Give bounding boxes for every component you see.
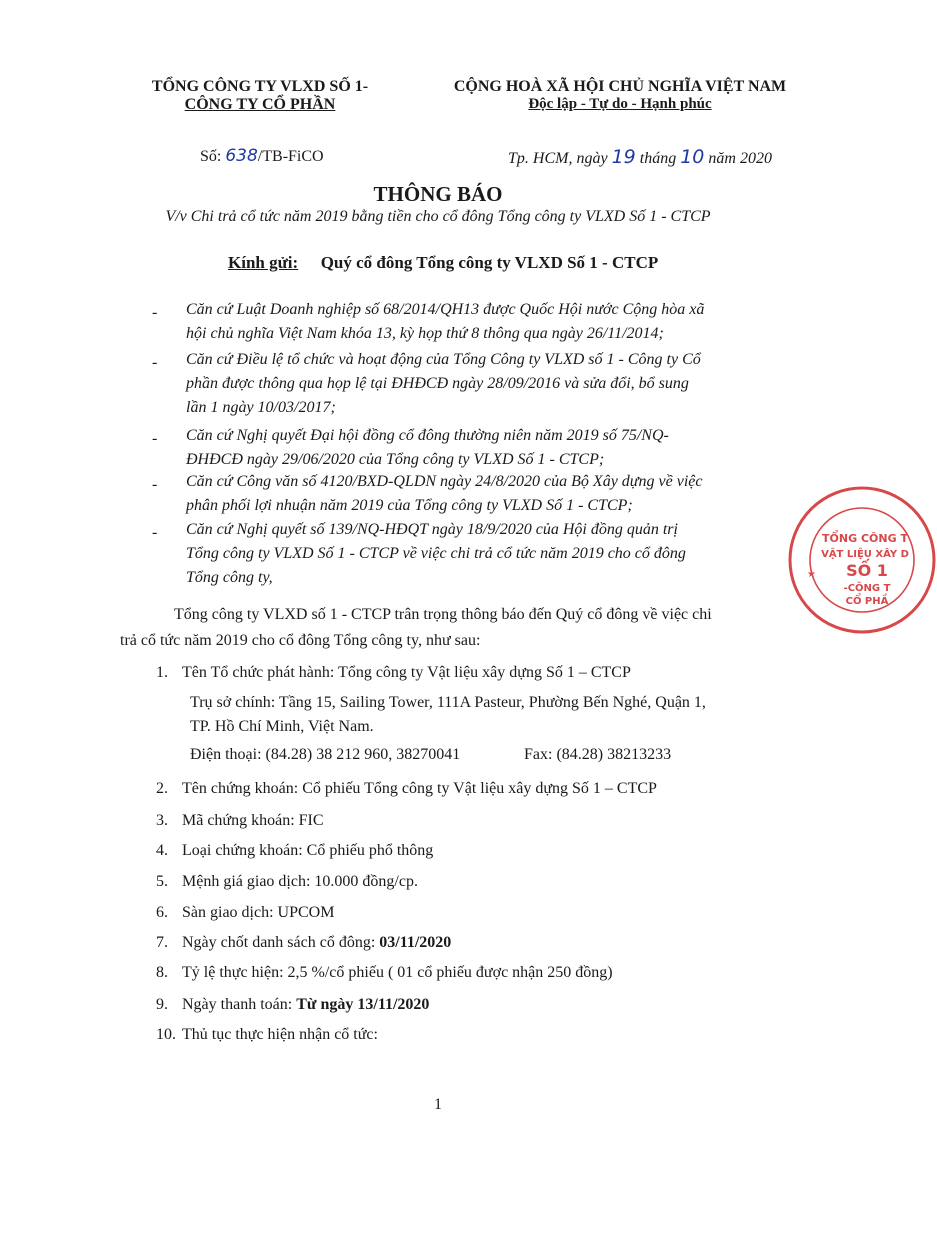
intro-line2: trả cổ tức năm 2019 cho cổ đông Tổng công ty, như sau: xyxy=(120,632,481,649)
item-ratio xyxy=(156,964,613,982)
issuer-fax: Fax: (84.28) 38213233 xyxy=(524,746,672,763)
item-number: 5. xyxy=(156,873,168,890)
item-payment-date xyxy=(156,996,429,1014)
company-name-line2: CÔNG TY CỔ PHẦN xyxy=(184,96,336,113)
item-issuer xyxy=(156,664,631,682)
item-text: Ngày thanh toán: xyxy=(182,996,297,1013)
item-number: 6. xyxy=(156,904,168,921)
item-text: Ngày chốt danh sách cổ đông: xyxy=(182,934,380,951)
item-exchange xyxy=(156,904,334,922)
date-month-handwritten: 10 xyxy=(680,146,705,168)
basis-line: phần được thông qua họp lệ tại ĐHĐCĐ ngày 28/09/2016 và sửa đổi, bổ sung xyxy=(186,375,689,392)
basis-line: hội chủ nghĩa Việt Nam khóa 13, kỳ họp thứ 8 thông qua ngày 26/11/2014; xyxy=(186,325,664,342)
issuer-phone: Điện thoại: (84.28) 38 212 960, 38270041 xyxy=(190,746,461,763)
greeting xyxy=(228,253,658,273)
basis-line: Căn cứ Công văn số 4120/BXD-QLDN ngày 24/8/2020 của Bộ Xây dựng về việc xyxy=(186,473,703,490)
item-text: Mã chứng khoán: FIC xyxy=(182,812,324,829)
seal-star-icon: ★ xyxy=(807,569,816,580)
bullet-dash: - xyxy=(152,524,158,541)
item-record-date xyxy=(156,934,451,952)
item-number: 2. xyxy=(156,780,168,797)
basis-item xyxy=(186,470,776,518)
basis-line: Tổng công ty VLXD Số 1 - CTCP về việc chi trả cổ tức năm 2019 cho cổ đông xyxy=(186,545,686,562)
issuer-address-line2: TP. Hồ Chí Minh, Việt Nam. xyxy=(190,718,374,735)
basis-line: Căn cứ Luật Doanh nghiệp số 68/2014/QH13 được Quốc Hội nước Cộng hòa xã xyxy=(186,301,705,318)
bullet-dash: - xyxy=(152,354,158,371)
doc-number-handwritten: 638 xyxy=(225,146,258,166)
basis-item xyxy=(186,518,776,590)
item-security-name xyxy=(156,780,657,798)
bullet-dash: - xyxy=(152,476,158,493)
seal-outer-ring xyxy=(790,488,934,632)
item-text: Mệnh giá giao dịch: 10.000 đồng/cp. xyxy=(182,873,418,890)
issuer-address-line1: Trụ sở chính: Tầng 15, Sailing Tower, 111A Pasteur, Phường Bến Nghé, Quận 1, xyxy=(190,694,706,711)
item-ticker xyxy=(156,812,324,830)
item-number: 7. xyxy=(156,934,168,951)
document-number xyxy=(200,146,324,166)
item-number: 4. xyxy=(156,842,168,859)
doc-number-prefix: Số: xyxy=(200,148,226,165)
date-day-handwritten: 19 xyxy=(611,146,636,168)
bullet-dash: - xyxy=(152,304,158,321)
seal-text-line5: CỔ PHẦ xyxy=(845,596,889,607)
date-year: năm 2020 xyxy=(704,150,772,167)
record-date-value: 03/11/2020 xyxy=(379,934,452,951)
item-procedure xyxy=(156,1026,378,1044)
item-number: 8. xyxy=(156,964,168,981)
item-text: Thủ tục thực hiện nhận cổ tức: xyxy=(182,1026,378,1043)
basis-line: Căn cứ Điều lệ tổ chức và hoạt động của Tổng Công ty VLXD số 1 - Công ty Cổ xyxy=(186,351,701,368)
basis-line: phân phối lợi nhuận năm 2019 của Tổng công ty VLXD Số 1 - CTCP; xyxy=(186,497,633,514)
doc-number-suffix: /TB-FiCO xyxy=(257,148,324,165)
greeting-label: Kính gửi: xyxy=(228,253,299,272)
national-motto xyxy=(430,78,810,113)
item-text: Tên chứng khoán: Cổ phiếu Tổng công ty Vật liệu xây dựng Số 1 – CTCP xyxy=(182,780,657,797)
seal-text-line3: SỐ 1 xyxy=(846,561,888,580)
item-text: Tỷ lệ thực hiện: 2,5 %/cổ phiếu ( 01 cổ phiếu được nhận 250 đồng) xyxy=(182,964,613,981)
seal-text-line1: TỔNG CÔNG T xyxy=(822,532,908,545)
document-subtitle: V/v Chi trả cổ tức năm 2019 bằng tiền cho cổ đông Tổng công ty VLXD Số 1 - CTCP xyxy=(165,208,711,225)
company-seal xyxy=(787,485,937,635)
basis-line: ĐHĐCĐ ngày 29/06/2020 của Tổng công ty VLXD Số 1 - CTCP; xyxy=(186,451,605,468)
bullet-dash: - xyxy=(152,430,158,447)
country-name: CỘNG HOÀ XÃ HỘI CHỦ NGHĨA VIỆT NAM xyxy=(453,78,787,95)
basis-line: Tổng công ty, xyxy=(186,569,273,586)
item-number: 1. xyxy=(156,664,168,681)
basis-line: lần 1 ngày 10/03/2017; xyxy=(186,399,336,416)
document-date xyxy=(508,146,772,168)
item-text: Sàn giao dịch: UPCOM xyxy=(182,904,335,921)
basis-item xyxy=(186,424,776,472)
seal-text-line2: VẬT LIỆU XÂY D xyxy=(821,549,909,560)
intro-line1: Tổng công ty VLXD số 1 - CTCP trân trọng thông báo đến Quý cổ đông về việc chi xyxy=(174,606,712,623)
seal-text-line4: -CÔNG T xyxy=(843,583,891,594)
greeting-recipient: Quý cổ đông Tổng công ty VLXD Số 1 - CTCP xyxy=(320,253,659,272)
payment-date-value: Từ ngày 13/11/2020 xyxy=(296,996,430,1013)
motto-line: Độc lập - Tự do - Hạnh phúc xyxy=(528,96,712,112)
date-prefix: Tp. HCM, ngày xyxy=(508,150,612,167)
item-text: Loại chứng khoán: Cổ phiếu phổ thông xyxy=(182,842,434,859)
company-name-line1: TỔNG CÔNG TY VLXD SỐ 1- xyxy=(151,78,369,95)
item-security-type xyxy=(156,842,433,860)
item-number: 9. xyxy=(156,996,168,1013)
basis-item xyxy=(186,298,776,346)
basis-item xyxy=(186,348,776,420)
document-title: THÔNG BÁO xyxy=(373,182,503,206)
date-month-label: tháng xyxy=(635,150,681,167)
basis-line: Căn cứ Nghị quyết Đại hội đồng cổ đông thường niên năm 2019 số 75/NQ- xyxy=(186,427,669,444)
item-number: 3. xyxy=(156,812,168,829)
item-par-value xyxy=(156,873,418,891)
item-number: 10. xyxy=(156,1026,176,1043)
page-number: 1 xyxy=(434,1096,442,1113)
item-text: Tên Tổ chức phát hành: Tổng công ty Vật liệu xây dựng Số 1 – CTCP xyxy=(182,664,631,681)
company-name xyxy=(120,78,400,114)
basis-line: Căn cứ Nghị quyết số 139/NQ-HĐQT ngày 18/9/2020 của Hội đồng quản trị xyxy=(186,521,678,538)
